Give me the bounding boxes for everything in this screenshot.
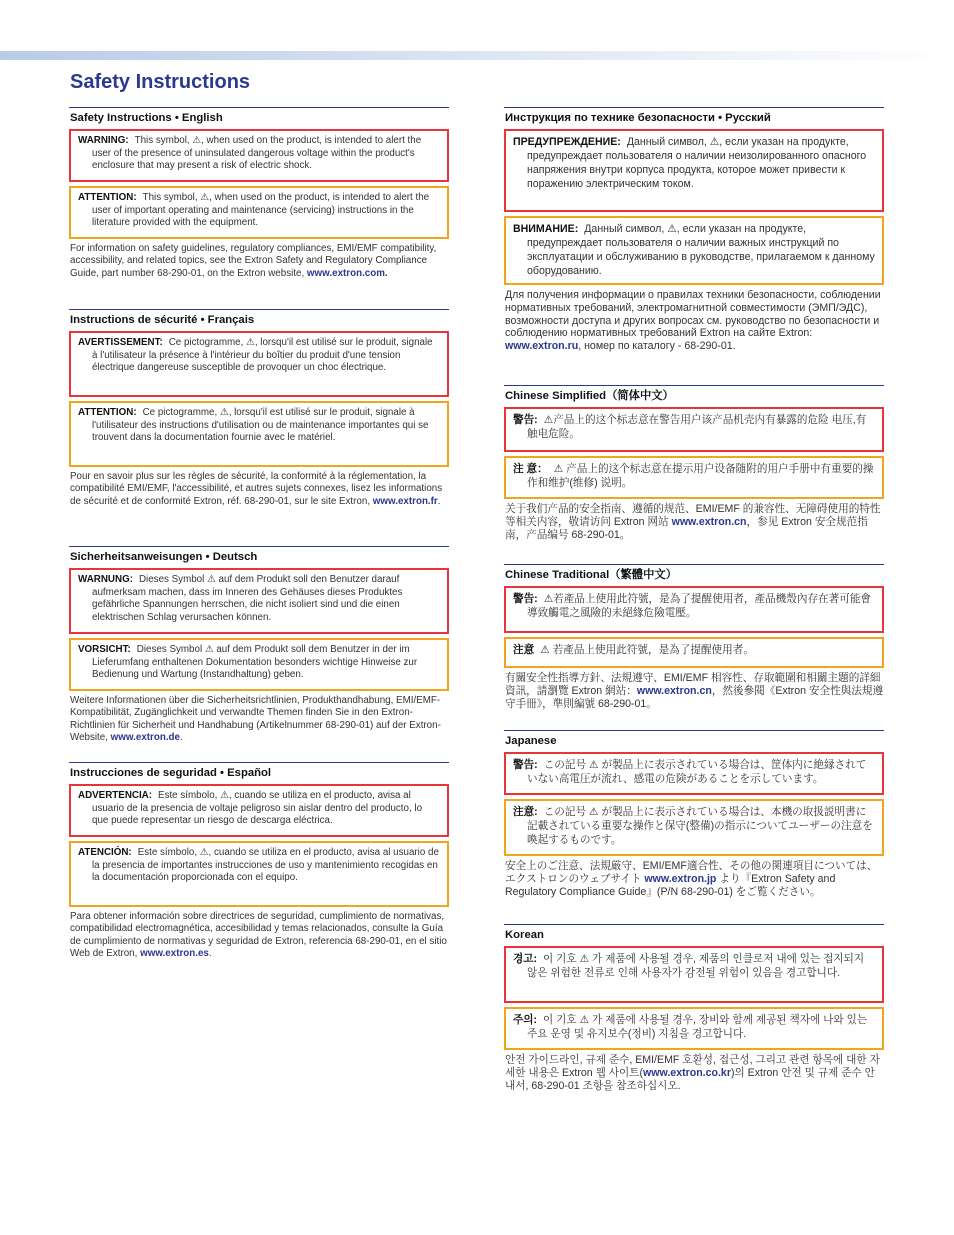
extron-link[interactable]: www.extron.cn — [671, 515, 747, 528]
section-title: Instrucciones de seguridad • Español — [70, 767, 272, 779]
attention-box — [69, 401, 449, 467]
attention-label: ATENCIÓN: — [78, 847, 132, 858]
extron-link[interactable]: www.extron.jp — [644, 872, 717, 885]
warning-text: Данный символ, ⚠, если указан на продукте, предупреждает пользователя о наличии неизолированного опасного напряжения внутри корпуса продукта, которое может привести к поражению электрическим током. — [527, 136, 867, 190]
section-french — [69, 309, 449, 539]
warning-label: 警告: — [513, 759, 538, 771]
warning-box — [504, 407, 884, 452]
attention-text: この記号 ⚠ が製品上に表示されている場合は、本機の取扱説明書に 記載されている重要な操作と保守(整備)の指示についてユーザーの注意を喚起するものです。 — [527, 806, 873, 846]
extron-link[interactable]: www.extron.com. — [306, 267, 388, 279]
section-spanish — [69, 762, 449, 966]
warning-box — [69, 129, 449, 182]
attention-label: ATTENTION: — [78, 407, 137, 418]
section-title: Chinese Simplified（简体中文） — [505, 390, 674, 402]
attention-text: ⚠ 产品上的这个标志意在提示用户设备随附的用户手册中有重要的操作和维护(维修) 说明。 — [527, 463, 874, 489]
info-paragraph: Для получения информации о правилах техники безопасности, соблюдении нормативных требований, электромагнитной совместимости (ЭМП/ЭДС), возможности доступа и других вопросах см. руководство по безопасности и соблюдению нормативных требований Extron на сайте Extron: www.extron.ru, номер по каталогу - 68-290-01. — [505, 289, 881, 353]
attention-text: ⚠ 若產品上使用此符號，是為了提醒使用者。 — [540, 644, 754, 656]
warning-text: Dieses Symbol ⚠ auf dem Produkt soll den Benutzer darauf aufmerksam machen, dass im Inneren des Gehäuses dieses Produktes gefährliche Spannungen herrschen, die nicht isoliert sind und die einen elektrischen Schlag verursachen können. — [92, 574, 403, 623]
attention-label: ATTENTION: — [78, 192, 137, 203]
section-korean — [504, 924, 884, 1098]
warning-text: Este símbolo, ⚠, cuando se utiliza en el producto, avisa al usuario de la presencia de voltaje peligroso sin aislar dentro del producto, lo que puede representar un riesgo de descarga eléctrica. — [92, 790, 423, 827]
section-title: Chinese Traditional（繁體中文） — [505, 569, 677, 581]
warning-box — [69, 784, 449, 837]
warning-box — [69, 568, 449, 634]
section-title: Инструкция по технике безопасности • Русский — [505, 112, 771, 124]
info-paragraph: Pour en savoir plus sur les règles de sécurité, la conformité à la réglementation, la compatibilité EMI/EMF, l'accessibilité, et autres sujets connexes, lisez les informations de sécurité et de conformité Extron, réf. 68-290-01, sur le site Extron, www.extron.fr. — [70, 471, 443, 507]
attention-box — [69, 186, 449, 239]
section-english — [69, 107, 449, 299]
warning-text: This symbol, ⚠, when used on the product, is intended to alert the user of the presence of uninsulated dangerous voltage within the product's enclosure that may present a risk of electric shock. — [92, 135, 422, 172]
attention-text: 이 기호 ⚠ 가 제품에 사용될 경우, 장비와 함께 제공된 책자에 나와 있는 주요 운영 및 유지보수(정비) 지침을 경고합니다. — [527, 1014, 868, 1040]
page-title: Safety Instructions — [70, 71, 251, 93]
section-chinese-traditional — [504, 564, 884, 722]
attention-box — [504, 637, 884, 668]
attention-label: 注意 — [513, 644, 535, 656]
section-title: Instructions de sécurité • Français — [70, 314, 255, 326]
info-paragraph: Para obtener información sobre directrices de seguridad, cumplimiento de normativas, compatibilidad electromagnética, accesibilidad y temas relacionados, consulte la Guía de cumplimiento de normativas y seguridad de Extron, referencia 68-290-01, en el sitio Web de Extron, www.extron.es. — [70, 911, 447, 960]
attention-text: Ce pictogramme, ⚠, lorsqu'il est utilisé sur le produit, signale à l'utilisateur des instructions d'utilisation ou de maintenance importantes qui se trouvent dans la documentation fournie avec le matériel. — [92, 407, 429, 444]
extron-link[interactable]: www.extron.ru — [505, 340, 579, 353]
section-japanese — [504, 730, 884, 916]
attention-box — [69, 841, 449, 907]
attention-label: 주의: — [513, 1014, 537, 1026]
warning-label: AVERTISSEMENT: — [78, 337, 163, 348]
warning-text: ⚠产品上的这个标志意在警告用户该产品机壳内有暴露的危险 电压,有触电危险。 — [527, 414, 867, 440]
warning-box — [504, 752, 884, 795]
attention-text: Dieses Symbol ⚠ auf dem Produkt soll dem Benutzer in der im Lieferumfang enthaltenen Dokumentation besonders wichtige Hinweise zur Bedienung und Wartung (Instandhaltung) geben. — [92, 644, 418, 681]
warning-text: ⚠若產品上使用此符號，是為了提醒使用者，產品機殼內存在著可能會導致觸電之風險的未絕緣危險電壓。 — [527, 593, 872, 619]
attention-box — [69, 638, 449, 691]
info-paragraph: 安全上のご注意、法規厳守、EMI/EMF適合性、その他の関連項目については、エクストロンのウェブサイト www.extron.jp より『Extron Safety and Regulatory Compliance Guide』(P/N 68-290-01) をご覧ください。 — [505, 860, 878, 898]
extron-link[interactable]: www.extron.de — [110, 732, 180, 744]
warning-label: 경고: — [513, 953, 537, 965]
info-paragraph: Weitere Informationen über die Sicherheitsrichtlinien, Produkthandhabung, EMI/EMF-Kompatibilität, Zugänglichkeit und verwandte Themen finden Sie in den Extron-Richtlinien für Sicherheit und Handhabung (Artikelnummer 68-290-01) auf der Extron-Website, www.extron.de. — [70, 695, 441, 744]
warning-box — [69, 331, 449, 397]
info-paragraph: 关于我们产品的安全指南、遵循的规范、EMI/EMF 的兼容性、无障碍使用的特性等相关内容，敬请访问 Extron 网站 www.extron.cn，参见 Extron 安全规范指南，产品编号 68-290-01。 — [505, 503, 881, 541]
warning-label: ПРЕДУПРЕЖДЕНИЕ: — [513, 136, 621, 148]
section-title: Sicherheitsanweisungen • Deutsch — [70, 551, 258, 563]
extron-link[interactable]: www.extron.es — [140, 948, 209, 960]
warning-box — [504, 586, 884, 633]
attention-label: VORSICHT: — [78, 644, 131, 655]
warning-text: Ce pictogramme, ⚠, lorsqu'il est utilisé sur le produit, signale à l'utilisateur la présence à l'intérieur du boîtier du produit d'une tension électrique dangereuse susceptible de provoquer un choc électrique. — [92, 337, 433, 374]
attention-box — [504, 1007, 884, 1050]
attention-label: 注 意： — [513, 463, 548, 475]
warning-label: WARNING: — [78, 135, 129, 146]
warning-label: 警告: — [513, 414, 538, 426]
section-title: Safety Instructions • English — [70, 112, 223, 124]
attention-text: Este símbolo, ⚠, cuando se utiliza en el producto, avisa al usuario de la presencia de importantes instrucciones de uso y mantenimiento recogidas en la documentación proporcionada con el equipo. — [92, 847, 439, 884]
extron-link[interactable]: www.extron.cn — [636, 684, 712, 697]
attention-text: Данный символ, ⚠, если указан на продукте, предупреждает пользователя о наличии важных инструкций по эксплуатации и обслуживанию в руководстве, прилагаемом к данному оборудованию. — [527, 223, 875, 277]
warning-label: ADVERTENCIA: — [78, 790, 153, 801]
section-german — [69, 546, 449, 753]
attention-label: ВНИМАНИЕ: — [513, 223, 579, 235]
info-paragraph: For information on safety guidelines, regulatory compliances, EMI/EMF compatibility, accessibility, and related topics, see the Extron Safety and Regulatory Compliance Guide, part number 68-290-01, on the Extron website, www.extron.com. — [70, 243, 437, 279]
right-column — [504, 107, 884, 1098]
section-title: Japanese — [505, 735, 557, 747]
warning-label: WARNUNG: — [78, 574, 133, 585]
attention-box — [504, 799, 884, 856]
top-gradient-bar — [0, 51, 954, 60]
attention-box — [504, 456, 884, 499]
left-column — [69, 107, 449, 966]
info-paragraph: 안전 가이드라인, 규제 준수, EMI/EMF 호환성, 접근성, 그리고 관련 항목에 대한 자세한 내용은 Extron 웹 사이트(www.extron.co.kr)의 Extron 안전 및 규제 준수 안내서, 68-290-01 조항을 참조하십시오. — [505, 1054, 880, 1092]
extron-link[interactable]: www.extron.fr — [372, 495, 438, 507]
warning-text: この記号 ⚠ が製品上に表示されている場合は、筐体内に絶縁されていない高電圧が流れ、感電の危険があることを示しています。 — [527, 759, 867, 785]
attention-box — [504, 216, 884, 285]
section-russian — [504, 107, 884, 377]
warning-text: 이 기호 ⚠ 가 제품에 사용될 경우, 제품의 인클로저 내에 있는 접지되지 않은 위험한 전류로 인해 사용자가 감전될 위험이 있음을 경고합니다. — [527, 953, 865, 979]
warning-label: 警告: — [513, 593, 538, 605]
extron-link[interactable]: www.extron.co.kr — [643, 1066, 731, 1079]
warning-box — [504, 946, 884, 1003]
section-chinese-simplified — [504, 385, 884, 556]
attention-label: 注意: — [513, 806, 538, 818]
section-title: Korean — [505, 929, 544, 941]
attention-text: This symbol, ⚠, when used on the product, is intended to alert the user of important operating and maintenance (servicing) instructions in the literature provided with the equipment. — [92, 192, 430, 229]
warning-box — [504, 129, 884, 212]
info-paragraph: 有關安全性指導方針、法規遵守、EMI/EMF 相容性、存取範圍和相關主題的詳細資訊，請瀏覽 Extron 網站：www.extron.cn，然後參閱《Extron 安全性與法規遵守手冊》，準則編號 68-290-01。 — [505, 672, 884, 710]
